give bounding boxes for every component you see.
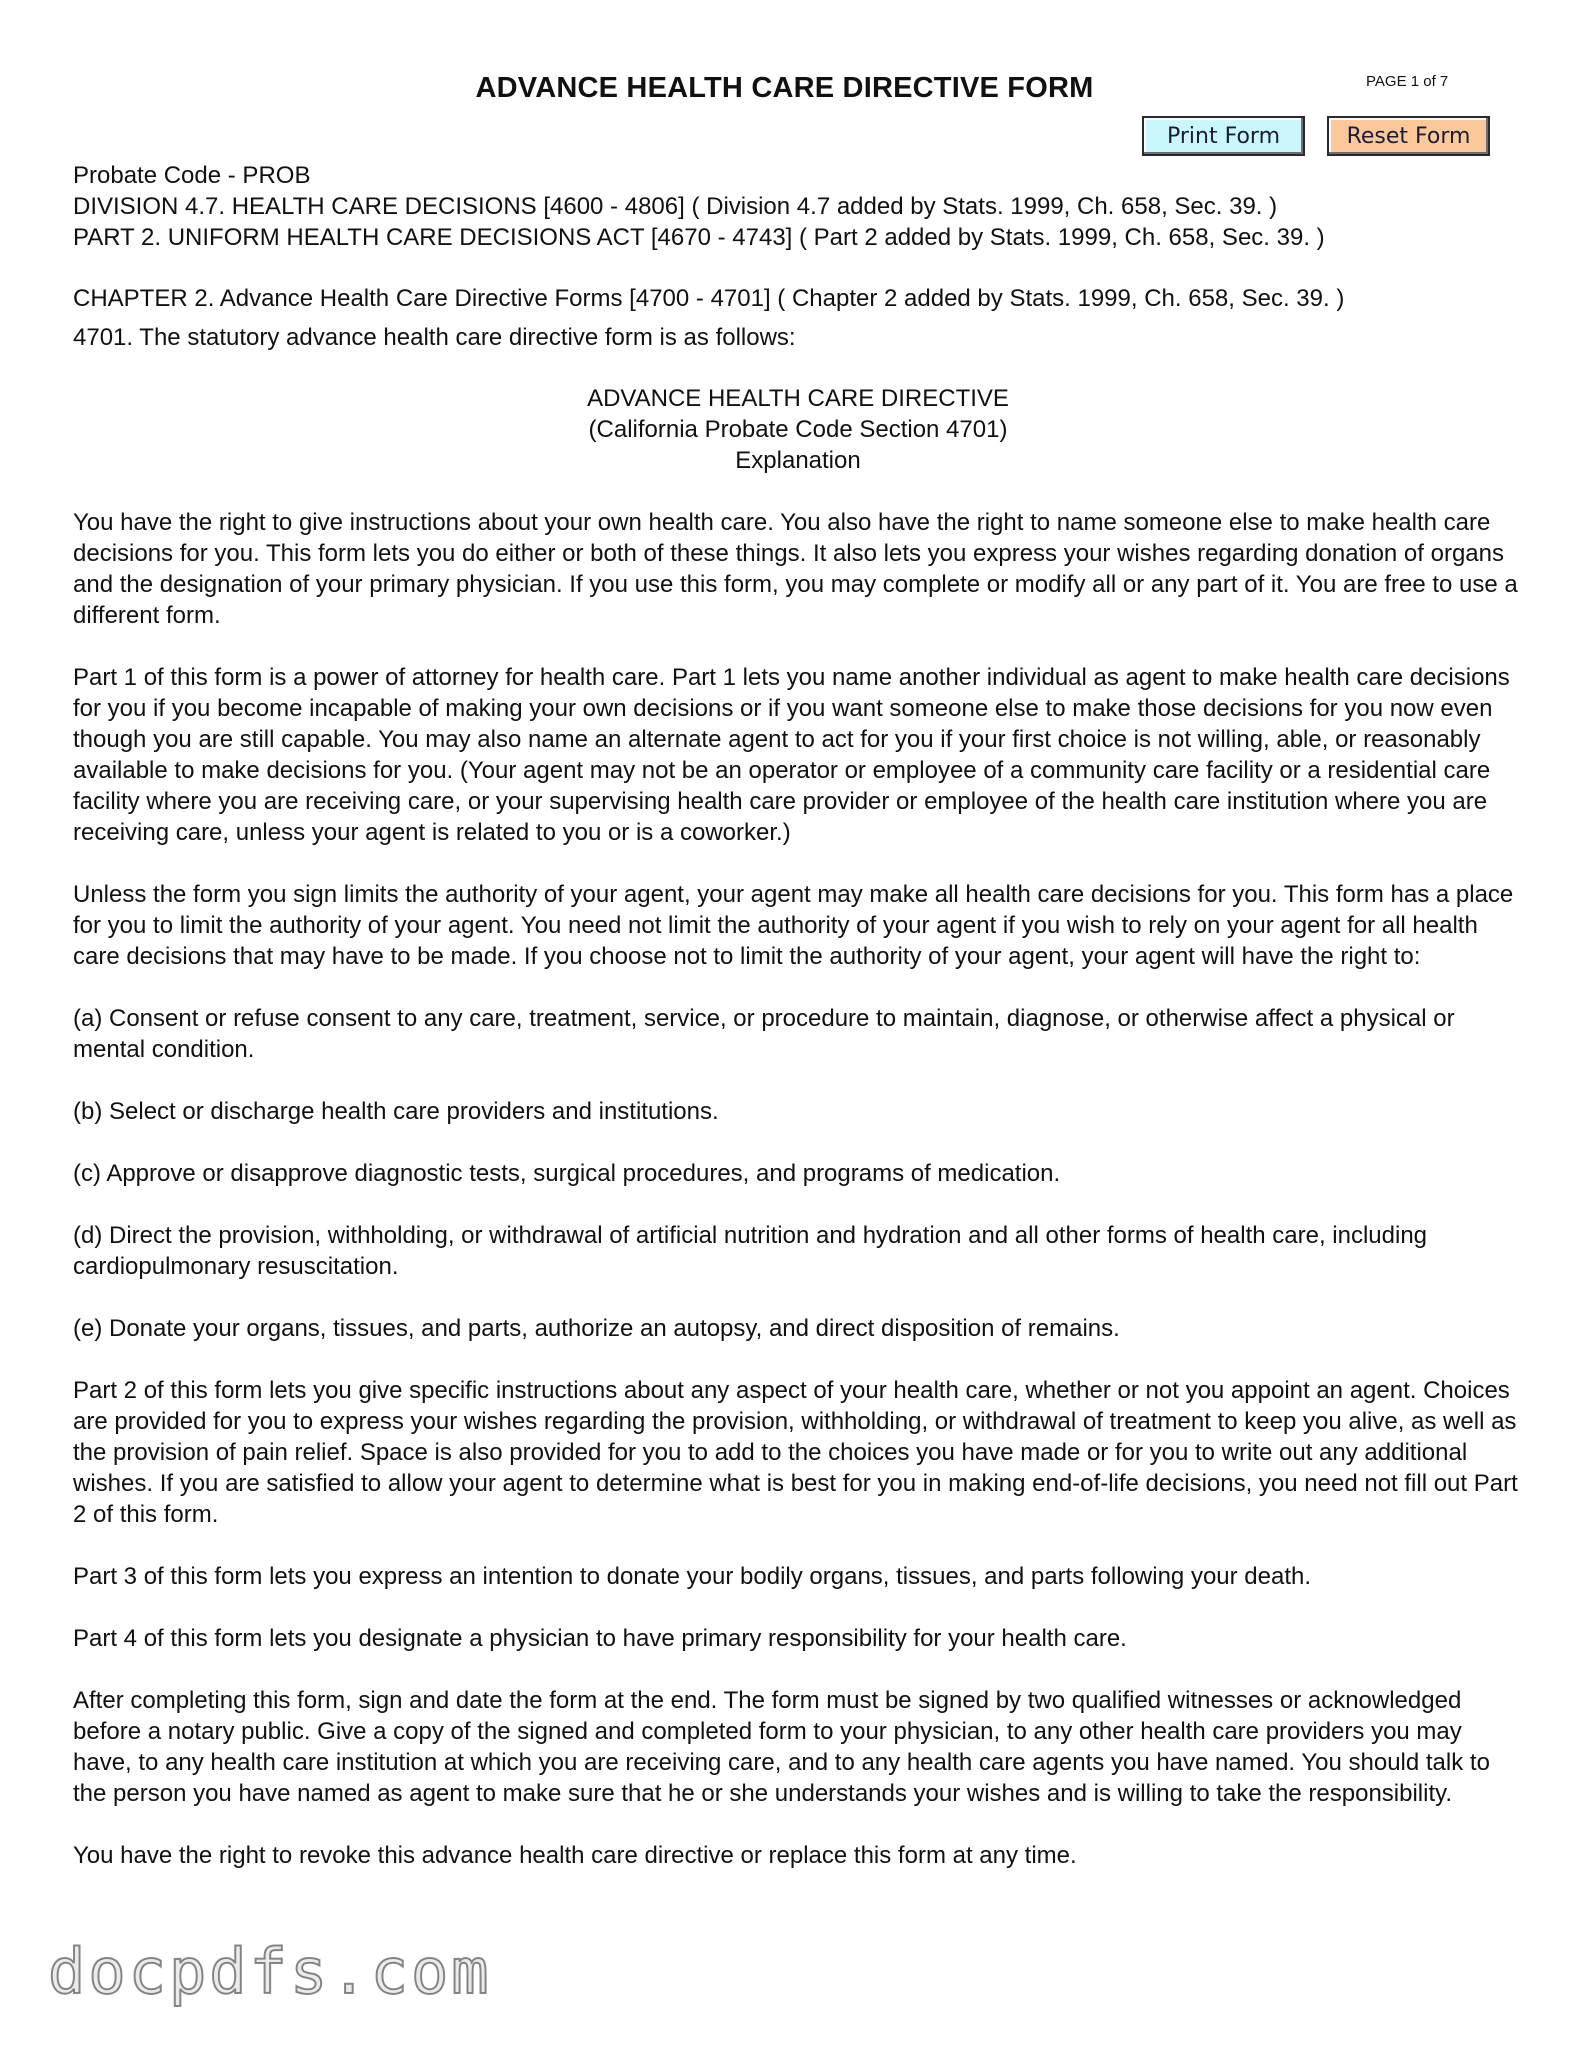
document-body [73,160,1523,1871]
list-item-d: (d) Direct the provision, withholding, or withdrawal of artificial nutrition and hydration and all other forms of health care, including cardiopulmonary resuscitation. [73,1222,1428,1280]
paragraph-part2: Part 2 of this form lets you give specific instructions about any aspect of your health care, whether or not you appoint an agent. Choices are provided for you to express your wishes regarding the provision, withholding, or withdrawal of treatment to keep you alive, as well as the provision of pain relief. Space is also provided for you to add to the choices you have made or for you to write out any additional wishes. If you are satisfied to allow your agent to determine what is best for you in making end-of-life decisions, you need not fill out Part 2 of this form. [73,1377,1518,1528]
section-line: 4701. The statutory advance health care directive form is as follows: [73,324,796,351]
list-item-c: (c) Approve or disapprove diagnostic tests, surgical procedures, and programs of medication. [73,1160,1061,1187]
paragraph-rights: You have the right to give instructions about your own health care. You also have the right to name someone else to make health care decisions for you. This form lets you do either or both of these things. It also lets you express your wishes regarding donation of organs and the designation of your primary physician. If you use this form, you may complete or modify all or any part of it. You are free to use a different form. [73,509,1518,629]
chapter-line: CHAPTER 2. Advance Health Care Directive Forms [4700 - 4701] ( Chapter 2 added by Stats. 1999, Ch. 658, Sec. 39. ) [73,285,1345,312]
paragraph-signing: After completing this form, sign and date the form at the end. The form must be signed by two qualified witnesses or acknowledged before a notary public. Give a copy of the signed and completed form to your physician, to any other health care providers you may have, to any health care institution at which you are receiving care, and to any health care agents you have named. You should talk to the person you have named as agent to make sure that he or she understands your wishes and is willing to take the responsibility. [73,1687,1490,1807]
paragraph-part1: Part 1 of this form is a power of attorney for health care. Part 1 lets you name another individual as agent to make health care decisions for you if you become incapable of making your own decisions or if you want someone else to make those decisions for you now even though you are still capable. You may also name an alternate agent to act for you if your first choice is not willing, able, or reasonably available to make decisions for you. (Your agent may not be an operator or employee of a community care facility or a residential care facility where you are receiving care, or your supervising health care provider or employee of the health care institution where you are receiving care, unless your agent is related to you or is a coworker.) [73,664,1510,846]
page-indicator: PAGE 1 of 7 [1366,73,1449,90]
list-item-a: (a) Consent or refuse consent to any care, treatment, service, or procedure to maintain, diagnose, or otherwise affect a physical or mental condition. [73,1005,1455,1063]
paragraph-revoke: You have the right to revoke this advance health care directive or replace this form at any time. [73,1842,1077,1869]
watermark: docpdfs.com [48,1935,492,2008]
paragraph-agent-authority: Unless the form you sign limits the authority of your agent, your agent may make all health care decisions for you. This form has a place for you to limit the authority of your agent. You need not limit the authority of your agent if you wish to rely on your agent for all health care decisions that may have to be made. If you choose not to limit the authority of your agent, your agent will have the right to: [73,881,1514,970]
reset-form-button[interactable]: Reset Form [1327,116,1490,156]
paragraph-part4: Part 4 of this form lets you designate a physician to have primary responsibility for your health care. [73,1625,1127,1652]
list-item-b: (b) Select or discharge health care providers and institutions. [73,1098,719,1125]
explanation-heading: Explanation [735,447,861,474]
directive-subheading: (California Probate Code Section 4701) [588,416,1008,443]
print-form-button[interactable]: Print Form [1142,116,1305,156]
directive-heading: ADVANCE HEALTH CARE DIRECTIVE [587,385,1009,412]
division-line: DIVISION 4.7. HEALTH CARE DECISIONS [4600 - 4806] ( Division 4.7 added by Stats. 1999, Ch. 658, Sec. 39. ) [73,193,1278,220]
probate-code-line: Probate Code - PROB [73,162,311,189]
list-item-e: (e) Donate your organs, tissues, and parts, authorize an autopsy, and direct disposition of remains. [73,1315,1120,1342]
part-line: PART 2. UNIFORM HEALTH CARE DECISIONS ACT [4670 - 4743] ( Part 2 added by Stats. 1999, Ch. 658, Sec. 39. ) [73,224,1325,251]
paragraph-part3: Part 3 of this form lets you express an intention to donate your bodily organs, tissues, and parts following your death. [73,1563,1312,1590]
form-title: ADVANCE HEALTH CARE DIRECTIVE FORM [475,72,1094,104]
